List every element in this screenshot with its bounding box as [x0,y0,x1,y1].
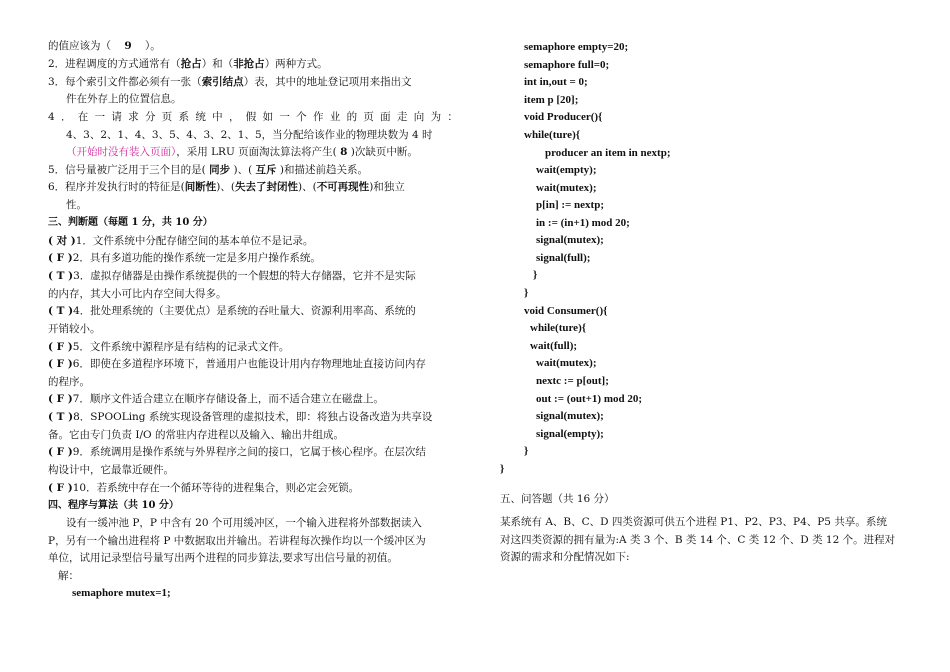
code-line: } [524,287,529,299]
code-line: signal(full); [536,252,591,264]
tf-9: ( F )9．系统调用是操作系统与外界程序之间的接口，它属于核心程序。在层次结 [48,446,426,458]
question-line-2: 对这四类资源的拥有量为:A 类 3 个、B 类 14 个、C 类 12 个、D 类 12 个。进程对 [500,534,896,546]
answer-9: 9 [124,40,132,52]
code-line: producer an item in nextp; [545,147,671,159]
code-line: signal(empty); [536,428,604,440]
tf-1: ( 对 )1．文件系统中分配存储空间的基本单位不是记录。 [48,235,314,247]
code-line: wait(empty); [536,164,597,176]
tf-6: ( F )6．即使在多道程序环境下，普通用户也能设计用内存物理地址直接访问内存 [48,358,426,370]
code-line: void Consumer(){ [524,305,608,317]
problem-line-1: 设有一缓冲池 P，P 中含有 20 个可用缓冲区，一个输入进程将外部数据读入 [66,517,422,529]
q5-line: 5．信号量被广泛用于三个目的是( 同步 )、( 互斥 )和描述前趋关系。 [48,164,368,176]
code-line: } [533,269,538,281]
q4-line-2: 4、3、2、1、4、3、5、4、3、2、1、5，当分配给该作业的物理块数为 4 时 [66,129,433,141]
code-line: signal(mutex); [536,410,604,422]
code-line: while(ture){ [530,322,587,334]
section-4-heading: 四、程序与算法（共 10 分） [48,500,179,511]
problem-line-2: P，另有一个输出进程将 P 中数据取出并输出。若讲程每次操作均以一个缓冲区为 [48,535,426,547]
section-3-heading: 三、判断题（每题 1 分，共 10 分） [48,217,213,228]
tf-6-cont: 的程序。 [48,376,90,388]
code-line: p[in] := nextp; [536,199,604,211]
code-line: } [524,445,529,457]
tf-8-cont: 备。它由专门负责 I/O 的常驻内存进程以及输入、输出井组成。 [48,429,344,441]
tf-3: ( T )3．虚拟存储器是由操作系统提供的一个假想的特大存储器，它并不是实际 [48,270,416,282]
code-line: item p [20]; [524,94,579,106]
code-line: } [500,463,505,475]
section-5-heading: 五、问答题（共 16 分） [500,493,615,505]
code-line: signal(mutex); [536,234,604,246]
q4-line-3: （开始时没有装入页面），采用 LRU 页面淘汰算法将产生( 8 )次缺页中断。 [66,146,418,158]
code-semaphore-mutex: semaphore mutex=1; [72,587,171,599]
pink-note: （开始时没有装入页面） [66,146,177,158]
tf-9-cont: 构设计中，它最靠近硬件。 [48,464,174,476]
question-line-1: 某系统有 A、B、C、D 四类资源可供五个进程 P1、P2、P3、P4、P5 共享。系统 [500,516,887,528]
tf-4: ( T )4．批处理系统的（主要优点）是系统的吞吐量大、资源利用率高、系统的 [48,305,416,317]
tf-10: ( F )10．若系统中存在一个循环等待的进程集合，则必定会死锁。 [48,482,360,494]
code-line: void Producer(){ [524,111,603,123]
tf-7: ( F )7．顺序文件适合建立在顺序存储设备上，而不适合建立在磁盘上。 [48,393,384,405]
q4-line: 4．在一请求分页系统中，假如一个作业的页面走向为： [48,111,465,123]
code-line: nextc := p[out]; [536,375,609,387]
tf-8: ( T )8．SPOOLing 系统实现设备管理的虚拟技术，即：将独占设备改造为共享设 [48,411,433,423]
code-line: wait(mutex); [536,182,597,194]
q3-line: 3．每个索引文件都必须有一张（索引结点）表，其中的地址登记项用来指出文 [48,76,412,88]
code-line: semaphore full=0; [524,59,610,71]
code-line: in := (in+1) mod 20; [536,217,630,229]
code-line: wait(full); [530,340,578,352]
q3-line-cont: 件在外存上的位置信息。 [66,93,182,105]
q6-line: 6．程序并发执行时的特征是(间断性)、(失去了封闭性)、(不可再现性)和独立 [48,181,405,193]
solution-label: 解： [58,570,79,582]
tf-3-cont: 的内存，其大小可比内存空间大得多。 [48,288,227,300]
code-line: while(ture){ [524,129,581,141]
q2-line: 2．进程调度的方式通常有（抢占）和（非抢占）两种方式。 [48,58,328,70]
tf-4-cont: 开销较小。 [48,323,101,335]
code-line: semaphore empty=20; [524,41,629,53]
code-line: wait(mutex); [536,357,597,369]
problem-line-3: 单位，试用记录型信号量写出两个进程的同步算法,要求写出信号量的初值。 [48,552,398,564]
tf-2: ( F )2．具有多道功能的操作系统一定是多用户操作系统。 [48,252,321,264]
code-line: out := (out+1) mod 20; [536,393,643,405]
question-line-3: 资源的需求和分配情况如下: [500,551,630,563]
q6-line-cont: 性。 [66,199,87,211]
q1-line: 的值应该为（ 9 ）。 [48,40,161,52]
tf-5: ( F )5．文件系统中源程序是有结构的记录式文件。 [48,341,290,353]
code-line: int in,out = 0; [524,76,588,88]
